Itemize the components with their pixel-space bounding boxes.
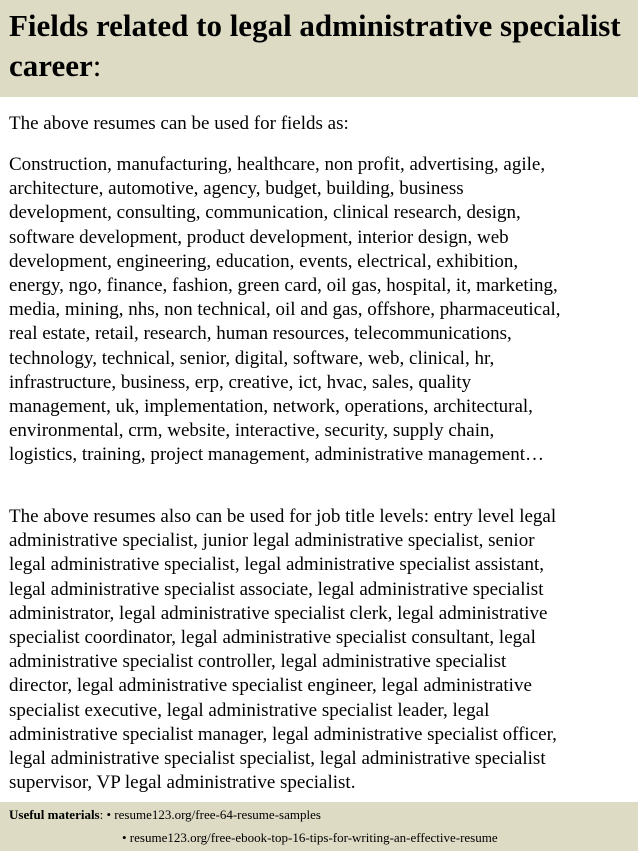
resume-samples-link[interactable]: • resume123.org/free-64-resume-samples [106,807,321,822]
useful-materials-label: Useful materials [9,807,100,822]
useful-materials-row [9,806,321,823]
ebook-link[interactable]: • resume123.org/free-ebook-top-16-tips-for-writing-an-effective-resume [122,830,498,845]
job-levels-list: The above resumes also can be used for job title levels: entry level legal administrative specialist, junior legal administrative specialist, senior legal administrative specialist, legal administrative specialist assistant, legal administrative specialist associate, legal administrative specialist administrator, legal administrative specialist clerk, legal administrative specialist coordinator, legal administrative specialist consultant, legal administrative specialist controller, legal administrative specialist director, legal administrative specialist engineer, legal administrative specialist executive, legal administrative specialist leader, legal administrative specialist manager, legal administrative specialist officer, legal administrative specialist specialist, legal administrative specialist supervisor, VP legal administrative specialist. [9,506,557,794]
page-title-text: Fields related to legal administrative specialist career [9,8,621,83]
fields-list: Construction, manufacturing, healthcare, non profit, advertising, agile, architecture, automotive, agency, budget, building, business development, consulting, communication, clinical research, design, software development, product development, interior design, web development, engineering, education, events, electrical, exhibition, energy, ngo, finance, fashion, green card, oil gas, hospital, it, marketing, media, mining, nhs, non technical, oil and gas, offshore, pharmaceutical, real estate, retail, research, human resources, telecommunications, technology, technical, senior, digital, software, web, clinical, hr, infrastructure, business, erp, creative, ict, hvac, sales, quality management, uk, implementation, network, operations, architectural, environmental, crm, website, interactive, security, supply chain, logistics, training, project management, administrative management… [9,154,561,466]
footer-band [0,802,638,851]
page-title [9,6,629,86]
useful-materials-separator: : [99,807,107,822]
title-band [0,0,638,97]
intro-text: The above resumes can be used for fields as: [9,113,349,134]
page-title-colon: : [92,48,102,83]
ebook-link-row [122,829,498,846]
